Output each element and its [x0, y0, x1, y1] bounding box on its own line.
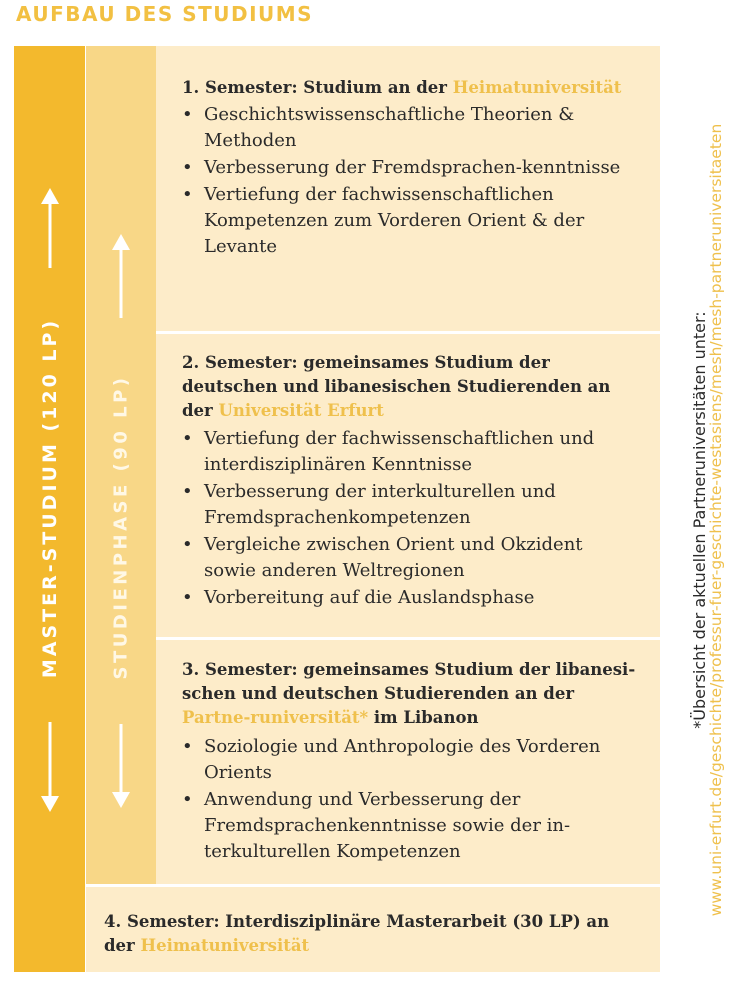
semester-4-title — [104, 910, 644, 958]
list-item-text: Geschichtswissenschaftliche Theorien & Methoden — [204, 104, 575, 151]
master-study-label: MASTER-STUDIUM (120 LP) — [39, 317, 61, 679]
semester-3-title — [182, 658, 642, 730]
bullet-icon: • — [182, 789, 193, 810]
list-item-text: Anwendung und Verbesserung der Fremdsprachenkenntnisse sowie der in-terkulturellen Kompetenzen — [204, 789, 571, 862]
bullet-icon: • — [182, 587, 193, 608]
semester-2-title-text: 2. Semester: gemeinsames Studium der deutschen und libanesischen Studierenden an der — [182, 353, 611, 420]
list-item — [182, 426, 632, 478]
bullet-icon: • — [182, 428, 193, 449]
list-item — [182, 479, 632, 531]
semester-2-title-highlight: Universität Erfurt — [218, 401, 384, 420]
semester-3-title-suffix: im Libanon — [368, 708, 479, 727]
arrow-down-icon — [40, 722, 60, 812]
list-item-text: Verbesserung der Fremdsprachen-kenntnisse — [204, 157, 621, 178]
list-item — [182, 585, 632, 611]
semester-1-list — [182, 102, 622, 260]
list-item — [182, 532, 632, 584]
semester-1-title — [182, 76, 642, 100]
divider — [156, 637, 660, 640]
list-item-text: Verbesserung der interkulturellen und Fremdsprachenkompetenzen — [204, 481, 556, 528]
bullet-icon: • — [182, 481, 193, 502]
list-item-text: Vertiefung der fachwissenschaftlichen Kompetenzen zum Vorderen Orient & der Levante — [204, 184, 585, 257]
list-item — [182, 787, 632, 865]
list-item-text: Vergleiche zwischen Orient und Okzident sowie anderen Weltregionen — [204, 534, 583, 581]
divider — [156, 331, 660, 334]
semester-3-list — [182, 734, 632, 865]
list-item-text: Vertiefung der fachwissenschaftlichen und interdisziplinären Kenntnisse — [204, 428, 595, 475]
list-item — [182, 155, 622, 181]
partner-universities-note: *Übersicht der aktuellen Partneruniversitäten unter: — [690, 311, 709, 729]
list-item-text: Vorbereitung auf die Auslandsphase — [204, 587, 535, 608]
semester-1-title-highlight: Heimatuniversität — [452, 78, 622, 97]
bullet-icon: • — [182, 534, 193, 555]
semester-1-title-text: 1. Semester: Studium an der — [182, 78, 453, 97]
list-item — [182, 734, 632, 786]
arrow-up-icon — [111, 234, 131, 318]
semester-2-title — [182, 351, 642, 423]
semester-3-title-highlight: Partne-runiversität* — [182, 708, 369, 727]
bullet-icon: • — [182, 736, 193, 757]
semester-3-title-text: 3. Semester: gemeinsames Studium der libanesi-schen und deutschen Studierenden an der — [182, 660, 636, 703]
arrow-up-icon — [40, 188, 60, 268]
bullet-icon: • — [182, 184, 193, 205]
list-item — [182, 182, 622, 260]
list-item-text: Soziologie und Anthropologie des Vorderen Orients — [204, 736, 601, 783]
semester-4-title-highlight: Heimatuniversität — [140, 936, 310, 955]
bullet-icon: • — [182, 104, 193, 125]
study-phase-label: STUDIENPHASE (90 LP) — [110, 374, 132, 680]
bullet-icon: • — [182, 157, 193, 178]
partner-universities-link[interactable]: www.uni-erfurt.de/geschichte/professur-fuer-geschichte-westasiens/mesh/mesh-partneruniversitaeten — [707, 123, 725, 917]
divider — [86, 884, 660, 887]
arrow-down-icon — [111, 724, 131, 808]
semester-4-title-text: 4. Semester: Interdisziplinäre Masterarbeit (30 LP) an der — [104, 912, 610, 955]
list-item — [182, 102, 622, 154]
semester-2-list — [182, 426, 632, 611]
page-title: AUFBAU DES STUDIUMS — [16, 2, 314, 26]
